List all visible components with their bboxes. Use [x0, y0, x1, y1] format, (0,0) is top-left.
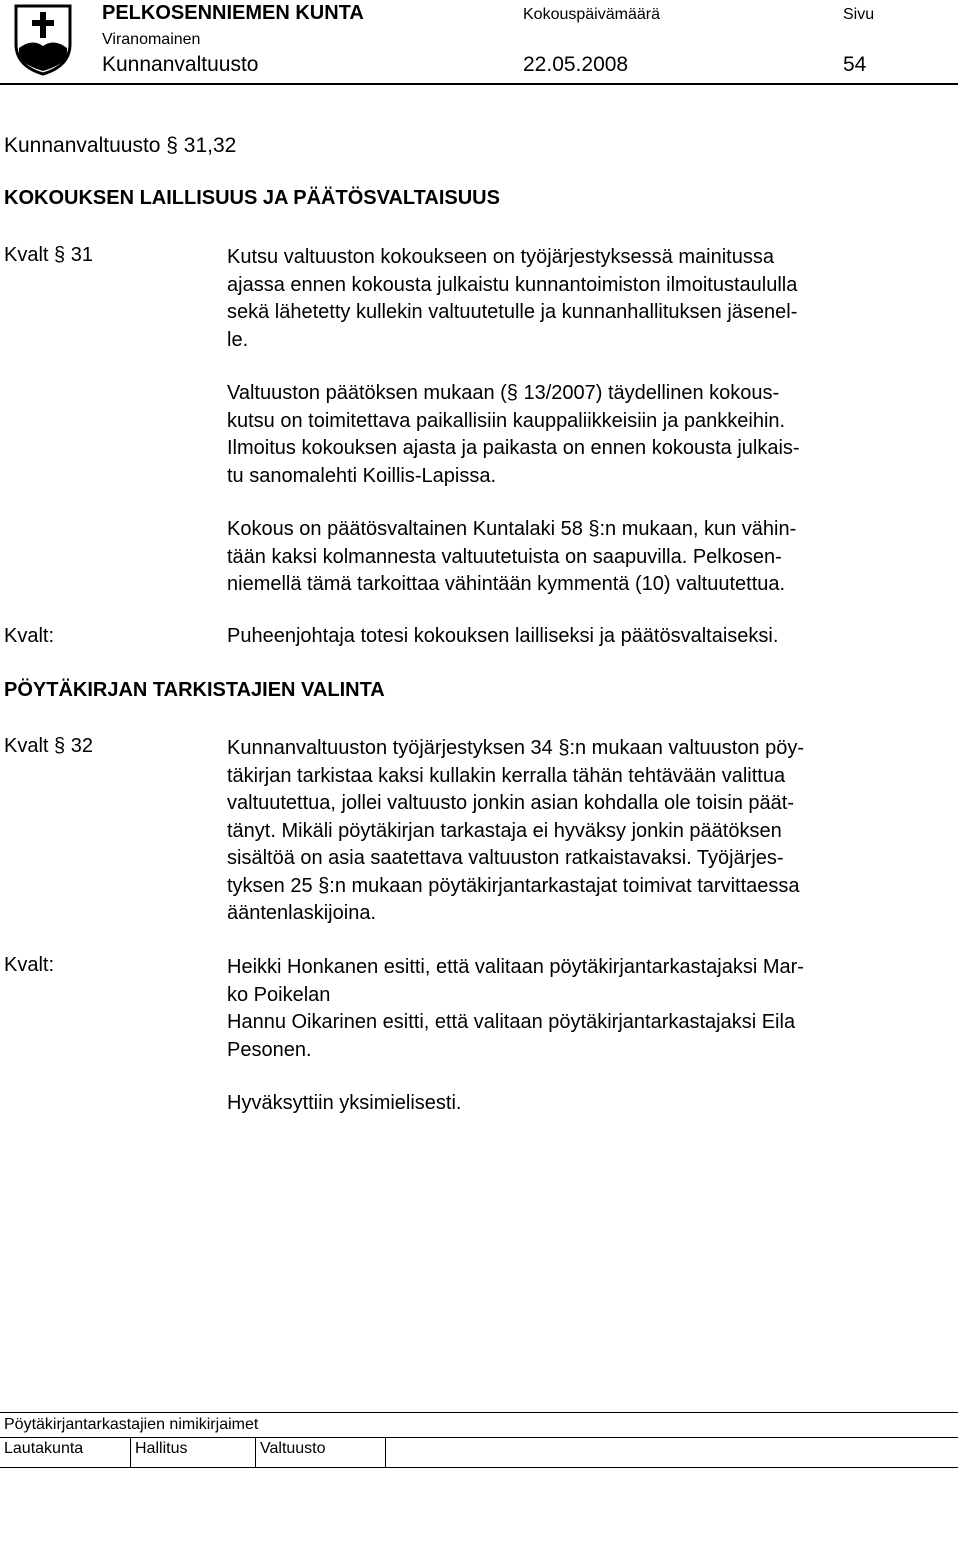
footer-divider-middle — [0, 1437, 958, 1438]
text-line: Kokous on päätösvaltainen Kuntalaki 58 §:n mukaan, kun vähin- — [227, 518, 797, 540]
text-line: Pesonen. — [227, 1038, 312, 1061]
item-31-decision: Puheenjohtaja totesi kokouksen lailliseksi ja päätösvaltaiseksi. — [227, 625, 779, 647]
item-31-paragraph-1 — [227, 244, 952, 354]
text-line: Kunnanvaltuuston työjärjestyksen 34 §:n mukaan valtuuston pöy- — [227, 737, 805, 759]
text-line: Hyväksyttiin yksimielisesti. — [227, 1092, 462, 1114]
text-line: Heikki Honkanen esitti, että valitaan pöytäkirjantarkastajaksi Mar- — [227, 956, 804, 978]
text-line: tään kaksi kolmannesta valtuutetuista on saapuvilla. Pelkosen- — [227, 545, 782, 568]
text-line: ääntenlaskijoina. — [227, 902, 376, 924]
text-line: valtuutettua, jollei valtuusto jonkin asian kohdalla ole toisin päät- — [227, 792, 795, 814]
text-line: le. — [227, 328, 249, 351]
footer-col-lautakunta: Lautakunta — [4, 1440, 84, 1457]
item-32-paragraph-3 — [227, 1090, 952, 1118]
footer-divider-top — [0, 1412, 958, 1413]
item-31-paragraph-3 — [227, 516, 952, 599]
footer-col-divider — [255, 1437, 256, 1467]
header-divider — [0, 83, 958, 85]
text-line: ko Poikelan — [227, 983, 331, 1006]
text-line: niemellä tämä tarkoittaa vähintään kymmentä (10) valtuutettua. — [227, 573, 786, 595]
text-line: täkirjan tarkistaa kaksi kullakin kerralla tähän tehtävään valittua — [227, 764, 786, 787]
authority-label: Viranomainen — [102, 31, 201, 48]
item-31-paragraph-2 — [227, 380, 952, 490]
item-32-paragraph-2 — [227, 954, 952, 1064]
meeting-date: 22.05.2008 — [523, 53, 629, 76]
item-31-decision-label: Kvalt: — [4, 625, 55, 647]
item-32-paragraph-1 — [227, 735, 952, 928]
text-line: sekä lähetetty kullekin valtuutetulle ja kunnanhallituksen jäsenel- — [227, 301, 798, 323]
text-line: Ilmoitus kokouksen ajasta ja paikasta on ennen kokousta julkais- — [227, 437, 800, 459]
section-reference: Kunnanvaltuusto § 31,32 — [4, 134, 237, 157]
footer-divider-bottom — [0, 1467, 958, 1468]
text-line: kutsu on toimitettava paikallisiin kauppaliikkeisiin ja pankkeihin. — [227, 409, 786, 432]
heading-meeting-legality: KOKOUKSEN LAILLISUUS JA PÄÄTÖSVALTAISUUS — [4, 187, 500, 209]
text-line: Valtuuston päätöksen mukaan (§ 13/2007) täydellinen kokous- — [227, 382, 780, 404]
page-label: Sivu — [843, 6, 875, 23]
date-label: Kokouspäivämäärä — [523, 6, 660, 23]
item-32-label: Kvalt § 32 — [4, 735, 93, 757]
authority-value: Kunnanvaltuusto — [102, 53, 259, 76]
text-line: sisältöä on asia saatettava valtuuston ratkaistavaksi. Työjärjes- — [227, 847, 784, 869]
heading-minutes-checkers: PÖYTÄKIRJAN TARKISTAJIEN VALINTA — [4, 679, 385, 701]
page-number: 54 — [843, 53, 867, 76]
text-line: Kutsu valtuuston kokoukseen on työjärjestyksessä mainitussa — [227, 246, 774, 268]
footer-title: Pöytäkirjantarkastajien nimikirjaimet — [4, 1416, 259, 1433]
item-32-decision-label: Kvalt: — [4, 954, 55, 976]
org-name: PELKOSENNIEMEN KUNTA — [102, 2, 364, 24]
footer-col-hallitus: Hallitus — [135, 1440, 188, 1457]
coat-of-arms-logo — [14, 4, 72, 76]
text-line: tu sanomalehti Koillis-Lapissa. — [227, 464, 497, 487]
text-line: Hannu Oikarinen esitti, että valitaan pöytäkirjantarkastajaksi Eila — [227, 1011, 796, 1033]
footer-col-divider — [130, 1437, 131, 1467]
text-line: tyksen 25 §:n mukaan pöytäkirjantarkastajat toimivat tarvittaessa — [227, 874, 800, 897]
text-line: ajassa ennen kokousta julkaistu kunnantoimiston ilmoitustaululla — [227, 273, 798, 296]
item-31-label: Kvalt § 31 — [4, 244, 93, 266]
footer-col-valtuusto: Valtuusto — [260, 1440, 326, 1457]
text-line: tänyt. Mikäli pöytäkirjan tarkastaja ei hyväksy jonkin päätöksen — [227, 819, 782, 842]
footer-col-divider — [385, 1437, 386, 1467]
